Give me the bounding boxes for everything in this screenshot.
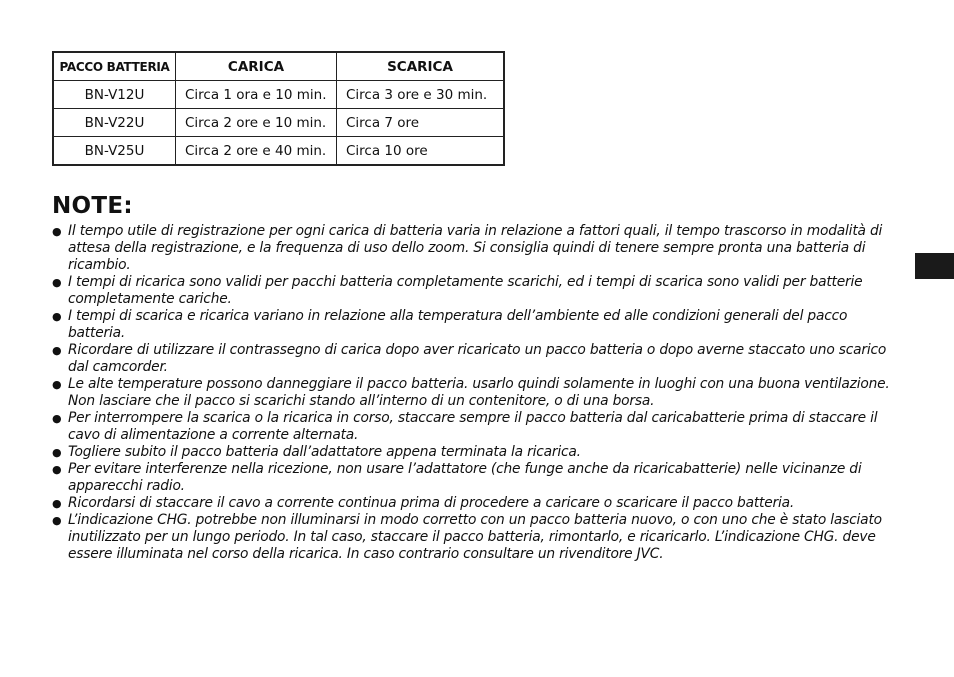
bullet-icon: ● bbox=[52, 225, 62, 238]
note-item bbox=[52, 461, 907, 495]
table-row bbox=[53, 137, 504, 166]
note-item bbox=[52, 444, 907, 461]
table-row bbox=[53, 81, 504, 109]
note-text: Le alte temperature possono danneggiare il pacco batteria. usarlo quindi solamente in luoghi con una buona ventilazione. Non lasciare che il pacco si scarichi stando all’interno di un contenitore, o di una borsa. bbox=[68, 376, 890, 409]
bullet-icon: ● bbox=[52, 310, 62, 323]
note-text: I tempi di ricarica sono validi per pacchi batteria completamente scarichi, ed i tempi di scarica sono validi per batterie completamente cariche. bbox=[68, 274, 863, 307]
bullet-icon: ● bbox=[52, 514, 62, 527]
bullet-icon: ● bbox=[52, 446, 62, 459]
battery-time-table bbox=[52, 51, 505, 166]
note-text: L’indicazione CHG. potrebbe non illuminarsi in modo corretto con un pacco batteria nuovo, o con uno che è stato lasciato inutilizzato per un lungo periodo. In tal caso, staccare il pacco batteria, rimontarlo, e ricaricarlo. L’indicazione CHG. deve essere illuminata nel corso della ricarica. In caso contrario consultare un rivenditore JVC. bbox=[68, 512, 882, 562]
note-text: Ricordarsi di staccare il cavo a corrente continua prima di procedere a caricare o scaricare il pacco batteria. bbox=[68, 495, 795, 511]
note-heading: NOTE: bbox=[52, 193, 133, 219]
note-text: I tempi di scarica e ricarica variano in relazione alla temperatura dell’ambiente ed alle condizioni generali del pacco batteria. bbox=[68, 308, 848, 341]
cell-model: BN-V12U bbox=[53, 81, 176, 109]
note-text: Per evitare interferenze nella ricezione, non usare l’adattatore (che funge anche da ricaricabatterie) nelle vicinanze di apparecchi radio. bbox=[68, 461, 862, 494]
note-item bbox=[52, 376, 907, 410]
note-text: Per interrompere la scarica o la ricarica in corso, staccare sempre il pacco batteria dal caricabatterie prima di staccare il cavo di alimentazione a corrente alternata. bbox=[68, 410, 878, 443]
bullet-icon: ● bbox=[52, 412, 62, 425]
note-item bbox=[52, 512, 907, 563]
cell-charge: Circa 2 ore e 10 min. bbox=[176, 109, 337, 137]
note-item bbox=[52, 274, 907, 308]
bullet-icon: ● bbox=[52, 378, 62, 391]
note-text: Togliere subito il pacco batteria dall’adattatore appena terminata la ricarica. bbox=[68, 444, 581, 460]
cell-model: BN-V25U bbox=[53, 137, 176, 166]
cell-charge: Circa 1 ora e 10 min. bbox=[176, 81, 337, 109]
section-tab-marker bbox=[915, 253, 954, 279]
cell-charge: Circa 2 ore e 40 min. bbox=[176, 137, 337, 166]
note-item bbox=[52, 223, 907, 274]
bullet-icon: ● bbox=[52, 497, 62, 510]
note-item bbox=[52, 495, 907, 512]
note-text: Ricordare di utilizzare il contrassegno di carica dopo aver ricaricato un pacco batteria o dopo averne staccato uno scarico dal camcorder. bbox=[68, 342, 887, 375]
bullet-icon: ● bbox=[52, 276, 62, 289]
header-charge: CARICA bbox=[176, 52, 337, 81]
header-battery-pack: PACCO BATTERIA bbox=[53, 52, 176, 81]
note-item bbox=[52, 342, 907, 376]
table-header-row bbox=[53, 52, 504, 81]
bullet-icon: ● bbox=[52, 344, 62, 357]
table-row bbox=[53, 109, 504, 137]
cell-discharge: Circa 3 ore e 30 min. bbox=[337, 81, 505, 109]
header-discharge: SCARICA bbox=[337, 52, 505, 81]
cell-discharge: Circa 7 ore bbox=[337, 109, 505, 137]
note-text: Il tempo utile di registrazione per ogni carica di batteria varia in relazione a fattori quali, il tempo trascorso in modalità di attesa della registrazione, e la frequenza di uso dello zoom. Si consiglia quindi di tenere sempre pronta una batteria di ricambio. bbox=[68, 223, 883, 273]
note-list bbox=[52, 223, 907, 563]
cell-discharge: Circa 10 ore bbox=[337, 137, 505, 166]
note-item bbox=[52, 410, 907, 444]
note-item bbox=[52, 308, 907, 342]
bullet-icon: ● bbox=[52, 463, 62, 476]
cell-model: BN-V22U bbox=[53, 109, 176, 137]
